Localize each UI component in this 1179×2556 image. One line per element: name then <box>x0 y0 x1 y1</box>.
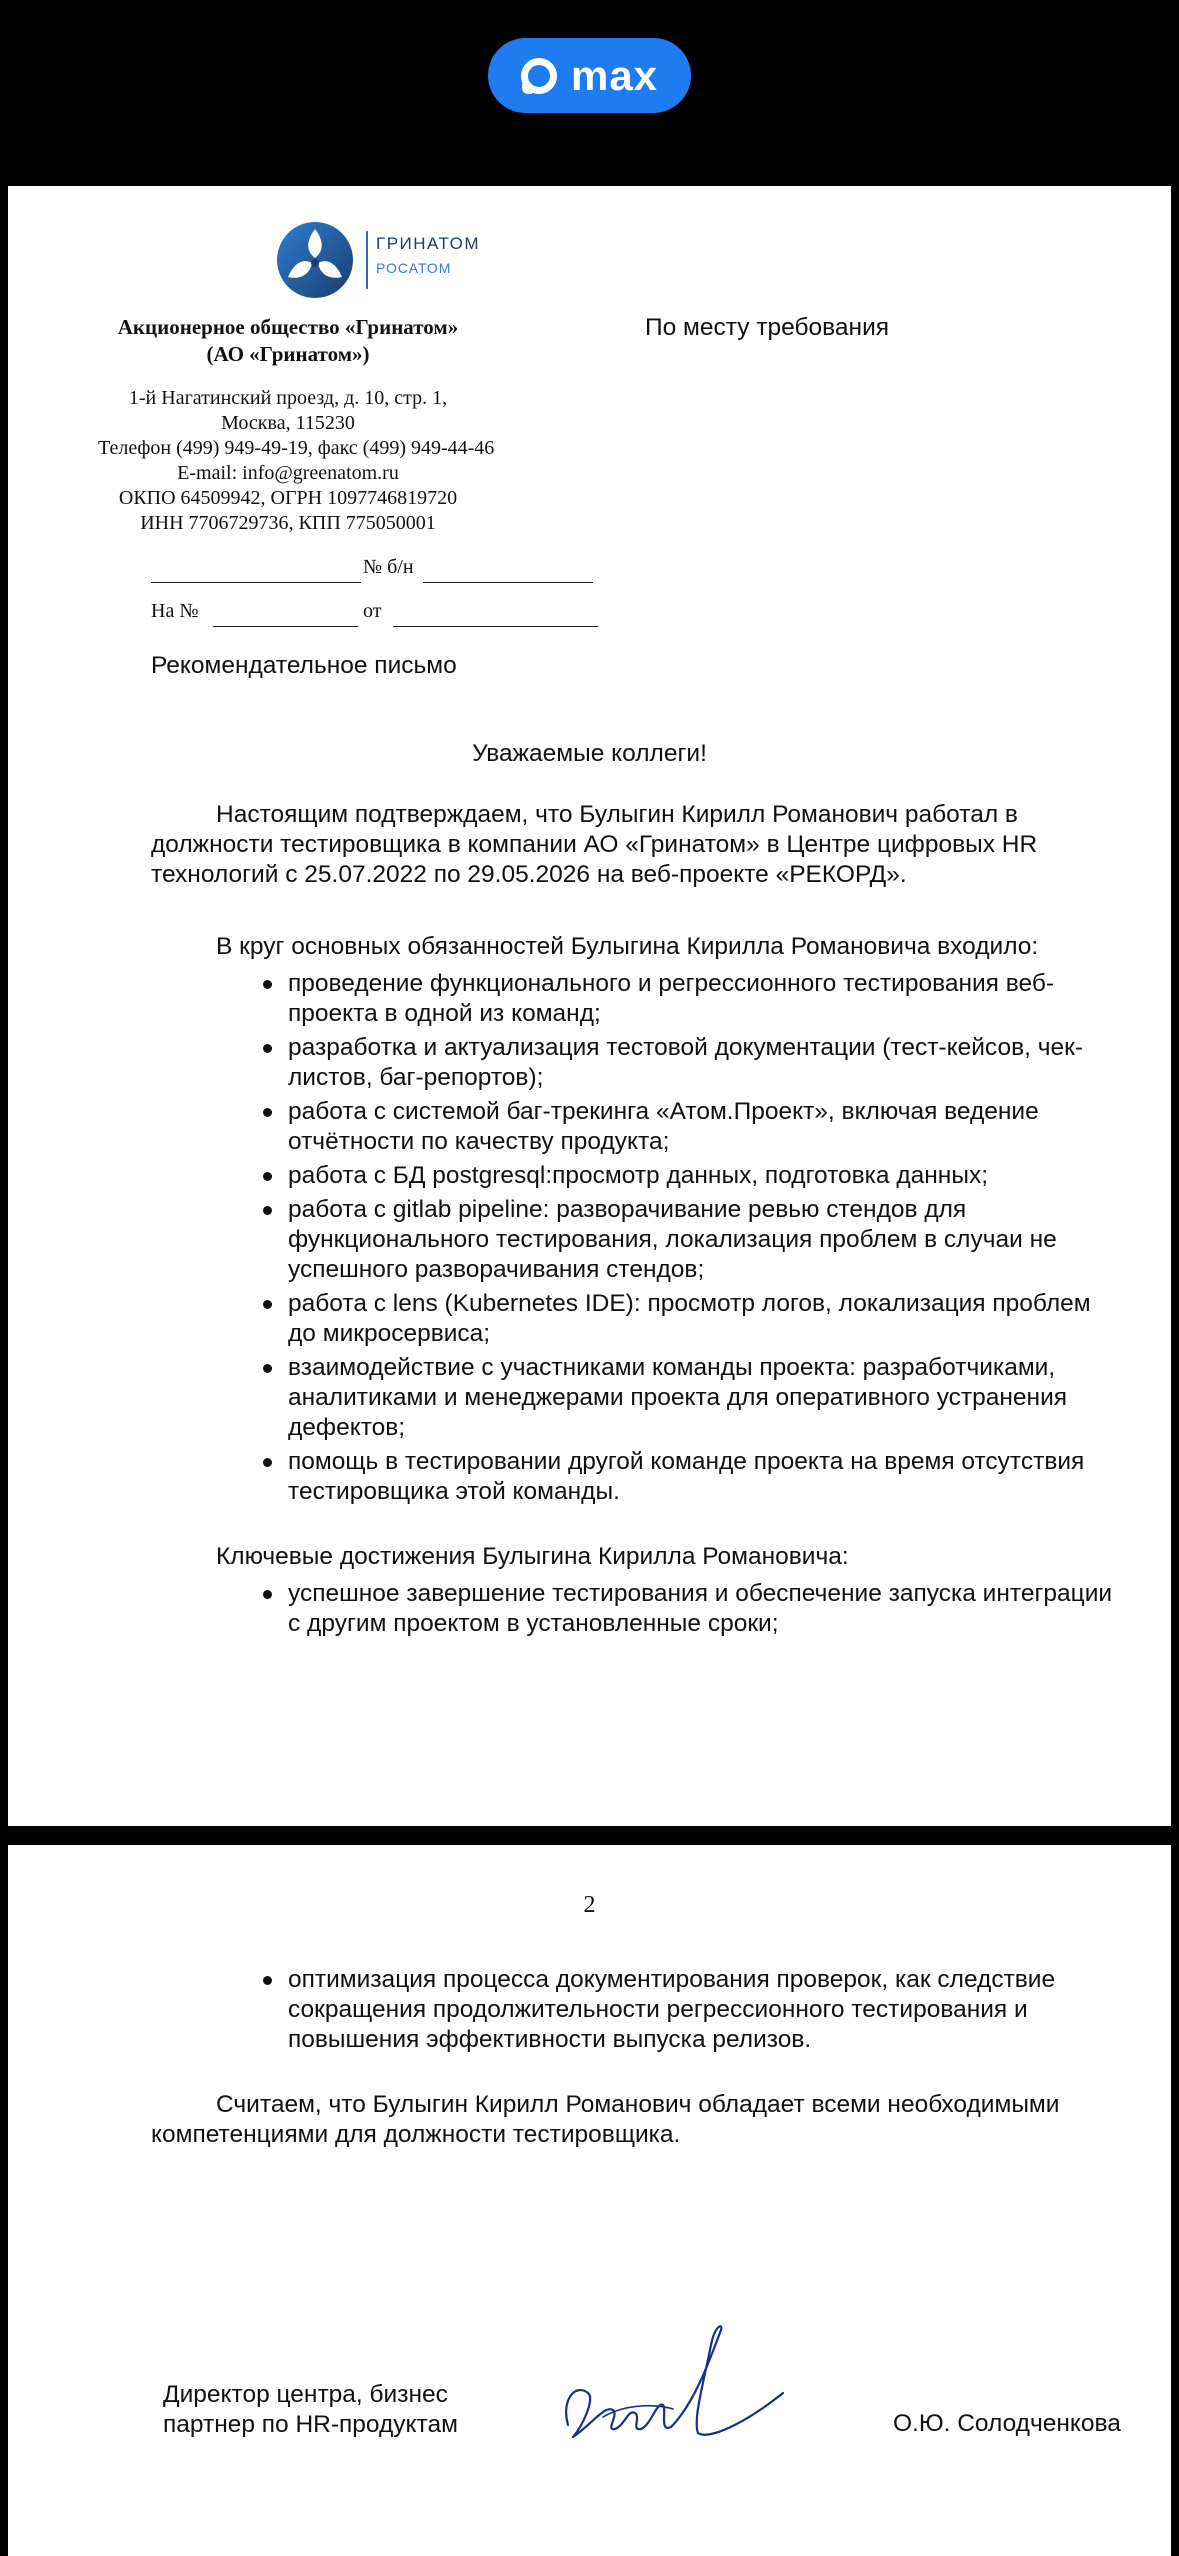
bullet-line: функционального тестирования, локализация проблем в случаи не <box>288 1226 1057 1253</box>
number-label: № б/н <box>363 556 414 578</box>
bullet-line: до микросервиса; <box>288 1320 491 1347</box>
signer-title <box>163 2380 458 2440</box>
bullet-line: дефектов; <box>288 1414 406 1441</box>
company-header <box>98 314 478 368</box>
signer-name: О.Ю. Солодченкова <box>893 2410 1121 2437</box>
conclusion-line: компетенциями для должности тестировщика. <box>151 2121 681 2148</box>
document-type: Рекомендательное письмо <box>151 652 457 679</box>
letter-page-1 <box>8 186 1171 1826</box>
number-line-right <box>423 582 593 583</box>
bullet-line: листов, баг-репортов); <box>288 1064 544 1091</box>
phone-fax: Телефон (499) 949-49-19, факс (499) 949-44-46 <box>98 437 495 459</box>
logo-subtitle: РОСАТОМ <box>376 260 452 276</box>
signer-title-line: партнер по HR-продуктам <box>163 2411 458 2438</box>
bullet-line: аналитиками и менеджерами проекта для оперативного устранения <box>288 1384 1068 1411</box>
bullet-line: работа с системой баг-трекинга «Атом.Проект», включая ведение <box>288 1098 1039 1125</box>
intro-line: должности тестировщика в компании АО «Гринатом» в Центре цифровых HR <box>151 831 1038 858</box>
bullet-dot <box>263 1590 272 1599</box>
bullet-dot <box>263 1044 272 1053</box>
bullet-line: работа с БД postgresql:просмотр данных, подготовка данных; <box>288 1162 988 1189</box>
registry-codes-2: ИНН 7706729736, КПП 775050001 <box>140 512 436 534</box>
recipient: По месту требования <box>645 314 890 341</box>
chat-bubble-icon <box>521 58 557 94</box>
bullet-line: успешное завершение тестирования и обеспечение запуска интеграции <box>288 1580 1113 1607</box>
bullet-line: сокращения продолжительности регрессионного тестирования и <box>288 1996 1028 2023</box>
bullet-dot <box>263 1172 272 1181</box>
bullet-line: помощь в тестировании другой команде проекта на время отсутствия <box>288 1448 1085 1475</box>
bullet-line: проведение функционального и регрессионного тестирования веб- <box>288 970 1055 997</box>
logo-divider <box>366 231 368 289</box>
max-app-badge[interactable] <box>488 38 691 113</box>
ref-from-line <box>393 626 598 627</box>
bullet-line: успешного разворачивания стендов; <box>288 1256 705 1283</box>
intro-paragraph <box>151 800 1111 890</box>
conclusion-line: Считаем, что Булыгин Кирилл Романович обладает всеми необходимыми <box>216 2091 1060 2118</box>
bullet-line: с другим проектом в установленные сроки; <box>288 1610 779 1637</box>
app-top-bar <box>0 0 1179 186</box>
bullet-dot <box>263 1300 272 1309</box>
signer-title-line: Директор центра, бизнес <box>163 2381 448 2408</box>
bullet-line: взаимодействие с участниками команды проекта: разработчиками, <box>288 1354 1056 1381</box>
bullet-line: тестировщика этой команды. <box>288 1478 620 1505</box>
bullet-dot <box>263 1976 272 1985</box>
bullet-dot <box>263 1458 272 1467</box>
ref-from-label: от <box>363 600 382 622</box>
email: E-mail: info@greenatom.ru <box>177 462 399 484</box>
conclusion-paragraph <box>151 2090 1111 2150</box>
bullet-line: отчётности по качеству продукта; <box>288 1128 670 1155</box>
duties-heading: В круг основных обязанностей Булыгина Кирилла Романовича входило: <box>216 933 1039 960</box>
bullet-dot <box>263 980 272 989</box>
ref-no-line <box>213 626 358 627</box>
bullet-line: разработка и актуализация тестовой документации (тест-кейсов, чек- <box>288 1034 1083 1061</box>
address-line-1: 1-й Нагатинский проезд, д. 10, стр. 1, <box>128 387 448 409</box>
max-badge-label: max <box>570 51 659 99</box>
bullet-line: повышения эффективности выпуска релизов. <box>288 2026 812 2053</box>
company-short-name: (АО «Гринатом») <box>206 342 370 366</box>
intro-line: Настоящим подтверждаем, что Булыгин Кирилл Романович работал в <box>216 801 1018 828</box>
bullet-line: работа с lens (Kubernetes IDE): просмотр логов, локализация проблем <box>288 1290 1091 1317</box>
handwritten-signature <box>533 2305 833 2475</box>
greenatom-logo <box>276 216 576 306</box>
greeting: Уважаемые коллеги! <box>472 740 707 767</box>
number-line-left <box>151 582 361 583</box>
bullet-line: работа с gitlab pipeline: разворачивание ревью стендов для <box>288 1196 967 1223</box>
page-number: 2 <box>583 1892 596 1918</box>
achievements-heading: Ключевые достижения Булыгина Кирилла Романовича: <box>216 1543 849 1570</box>
company-contacts <box>98 386 495 536</box>
bullet-dot <box>263 1364 272 1373</box>
bullet-dot <box>263 1206 272 1215</box>
logo-name: ГРИНАТОМ <box>376 234 481 253</box>
bullet-dot <box>263 1108 272 1117</box>
intro-line: технологий с 25.07.2022 по 29.05.2026 на веб-проекте «РЕКОРД». <box>151 861 907 888</box>
bullet-line: оптимизация процесса документирования проверок, как следствие <box>288 1966 1056 1993</box>
bullet-line: проекта в одной из команд; <box>288 1000 601 1027</box>
ref-no-label: На № <box>151 600 199 622</box>
company-full-name: Акционерное общество «Гринатом» <box>117 315 459 339</box>
rosatom-logo-icon <box>276 221 354 299</box>
address-line-2: Москва, 115230 <box>221 412 355 434</box>
registry-codes-1: ОКПО 64509942, ОГРН 1097746819720 <box>118 487 458 509</box>
letter-page-2 <box>8 1845 1171 2556</box>
